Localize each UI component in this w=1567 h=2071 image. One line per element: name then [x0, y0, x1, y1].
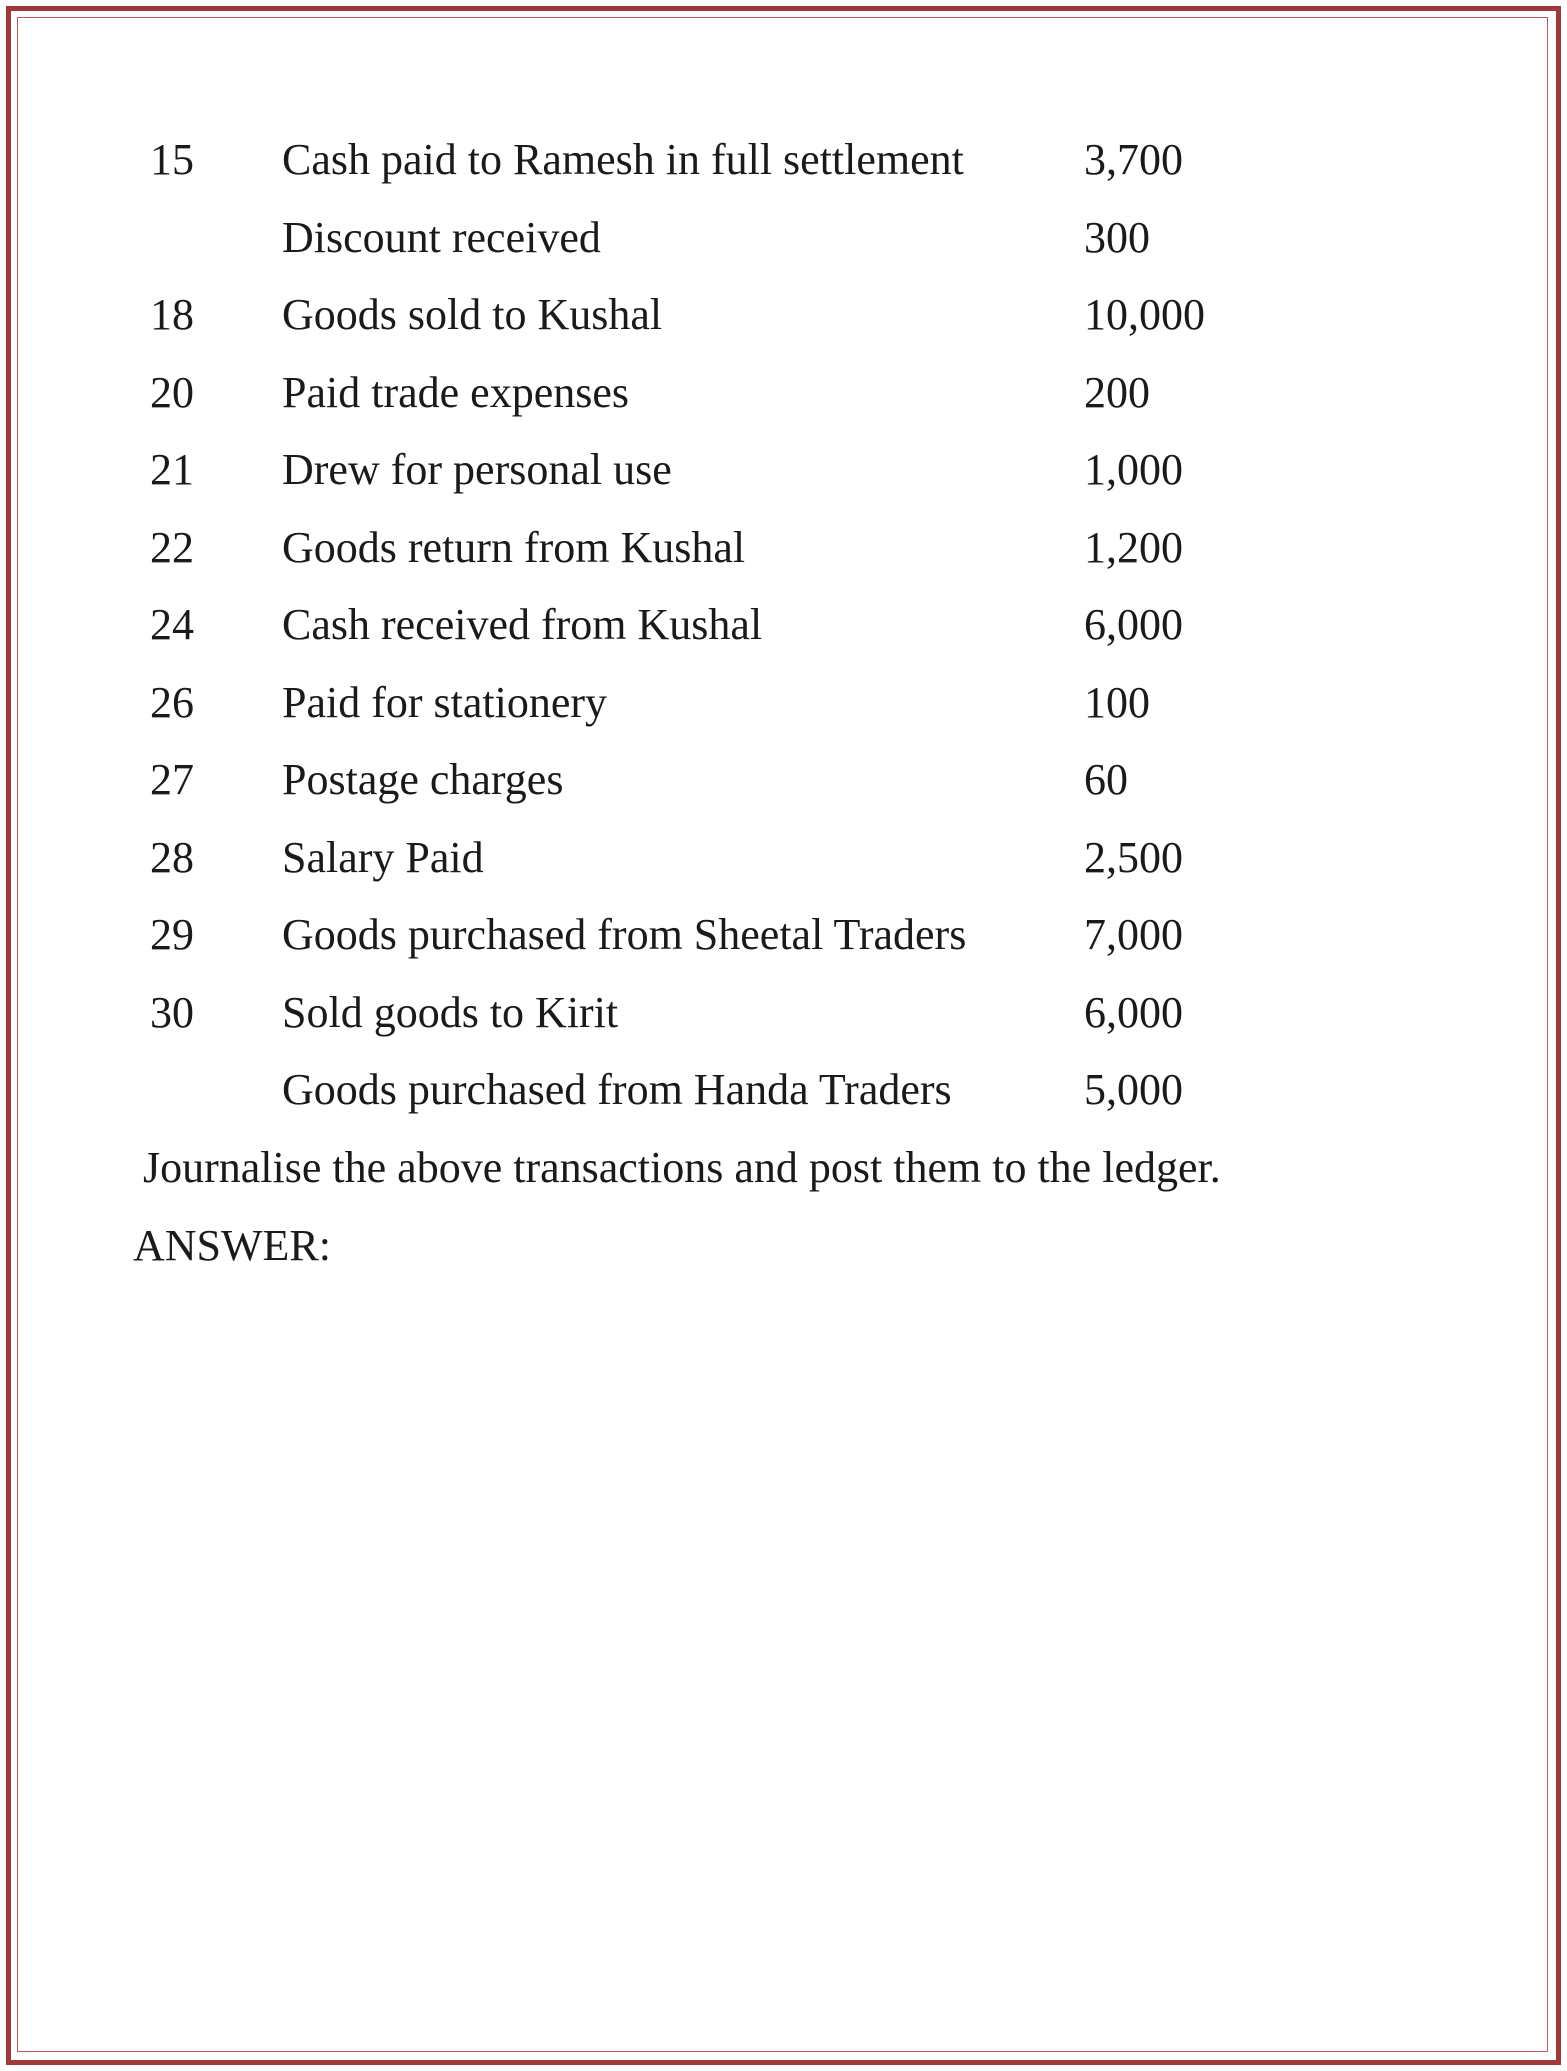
transaction-amount: 60: [1084, 755, 1128, 804]
transaction-amount: 5,000: [1084, 1065, 1183, 1114]
transaction-description: Postage charges: [282, 755, 564, 804]
transaction-description: Discount received: [282, 213, 601, 262]
transaction-amount: 2,500: [1084, 833, 1183, 882]
transaction-amount: 300: [1084, 213, 1150, 262]
instruction-text: Journalise the above transactions and post them to the ledger.: [143, 1143, 1221, 1192]
transaction-description: Drew for personal use: [282, 445, 672, 494]
transaction-description: Goods purchased from Sheetal Traders: [282, 910, 967, 959]
transaction-date: 21: [150, 445, 194, 494]
transaction-description: Paid for stationery: [282, 678, 608, 727]
transaction-date: 18: [150, 290, 194, 339]
transaction-date: 29: [150, 910, 194, 959]
transaction-date: 15: [150, 135, 194, 184]
transaction-amount: 1,000: [1084, 445, 1183, 494]
transaction-description: Goods sold to Kushal: [282, 290, 663, 339]
transaction-amount: 200: [1084, 368, 1150, 417]
transaction-amount: 7,000: [1084, 910, 1183, 959]
transaction-description: Sold goods to Kirit: [282, 988, 619, 1037]
transaction-date: 20: [150, 368, 194, 417]
transaction-amount: 100: [1084, 678, 1150, 727]
transaction-description: Goods return from Kushal: [282, 523, 746, 572]
page-border-inner: [17, 17, 1548, 2052]
transaction-amount: 10,000: [1084, 290, 1205, 339]
transaction-date: 24: [150, 600, 194, 649]
transaction-date: 26: [150, 678, 194, 727]
transaction-amount: 3,700: [1084, 135, 1183, 184]
transaction-amount: 6,000: [1084, 988, 1183, 1037]
transaction-date: 27: [150, 755, 194, 804]
transaction-description: Cash paid to Ramesh in full settlement: [282, 135, 964, 184]
transaction-date: 28: [150, 833, 194, 882]
transaction-date: 22: [150, 523, 194, 572]
transaction-description: Salary Paid: [282, 833, 484, 882]
transaction-amount: 6,000: [1084, 600, 1183, 649]
transaction-description: Goods purchased from Handa Traders: [282, 1065, 952, 1114]
answer-label: ANSWER:: [133, 1221, 331, 1270]
transaction-description: Paid trade expenses: [282, 368, 629, 417]
transaction-description: Cash received from Kushal: [282, 600, 763, 649]
transaction-amount: 1,200: [1084, 523, 1183, 572]
transaction-date: 30: [150, 988, 194, 1037]
